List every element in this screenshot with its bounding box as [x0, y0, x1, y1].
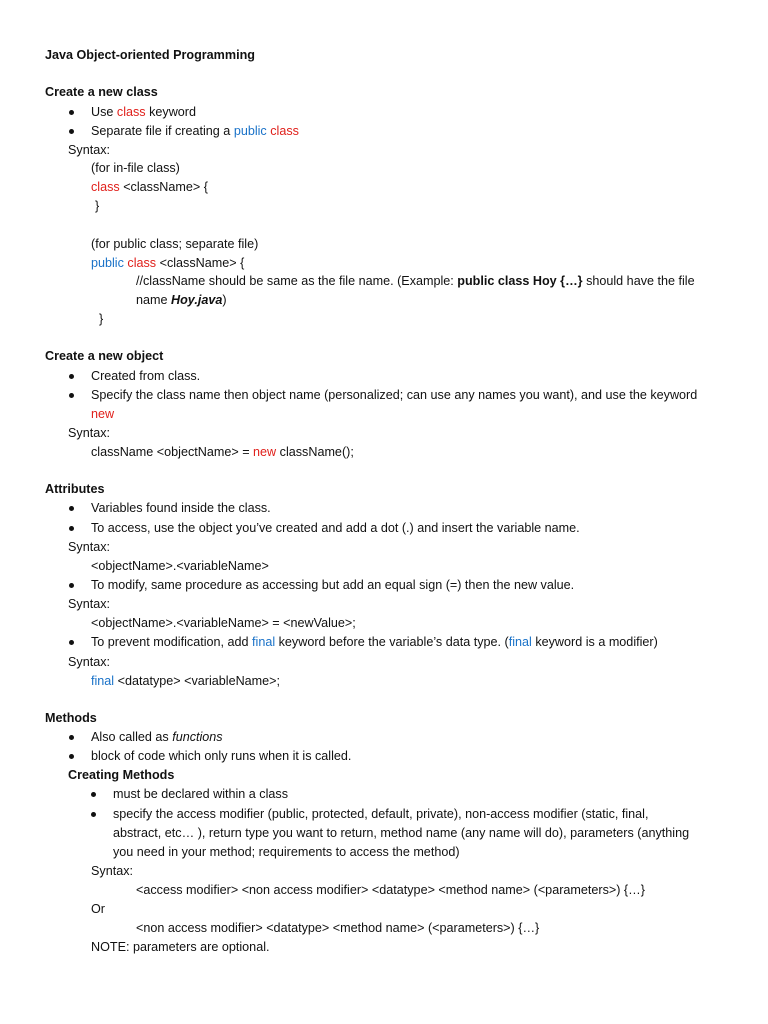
- section-heading-attributes: Attributes: [45, 482, 105, 496]
- or-label: Or: [91, 902, 105, 916]
- syntax-label: Syntax:: [68, 426, 110, 440]
- code-closing-brace: }: [99, 312, 104, 326]
- syntax-label: Syntax:: [68, 597, 110, 611]
- code-public-class: public class <className> {: [91, 256, 245, 270]
- syntax-label: Syntax:: [68, 655, 110, 669]
- bullet-dot: [69, 393, 74, 398]
- code-comment-line2: name Hoy.java): [136, 293, 227, 307]
- public-class-note: (for public class; separate file): [91, 237, 259, 251]
- code-infile-class: class <className> {: [91, 180, 208, 194]
- syntax-label: Syntax:: [68, 540, 110, 554]
- bullet-dot: [69, 754, 74, 759]
- bullet-use-class-keyword: Use class keyword: [91, 105, 197, 119]
- bullet-block-of-code: block of code which only runs when it is called.: [91, 749, 352, 763]
- bullet-dot: [69, 640, 74, 645]
- code-method-signature-full: <access modifier> <non access modifier> <datatype> <method name> (<parameters>) {…}: [136, 883, 645, 897]
- code-closing-brace: }: [95, 199, 100, 213]
- bullet-prevent-modification: To prevent modification, add final keyword before the variable’s data type. (final keyword is a modifier): [91, 635, 658, 649]
- page-title: Java Object-oriented Programming: [45, 48, 255, 62]
- section-heading-methods: Methods: [45, 711, 97, 725]
- bullet-variables-inside: Variables found inside the class.: [91, 501, 271, 515]
- bullet-specify-modifiers-line1: specify the access modifier (public, protected, default, private), non-access modifier (static, final,: [113, 807, 649, 821]
- bullet-created-from-class: Created from class.: [91, 369, 201, 383]
- bullet-specify-modifiers-line3: you need in your method; requirements to access the method): [113, 845, 460, 859]
- bullet-dot: [69, 506, 74, 511]
- code-access-variable: <objectName>.<variableName>: [91, 559, 269, 573]
- keyword-new: new: [91, 407, 115, 421]
- bullet-also-called-functions: Also called as functions: [91, 730, 223, 744]
- section-heading-create-class: Create a new class: [45, 85, 158, 99]
- infile-class-note: (for in-file class): [91, 161, 180, 175]
- syntax-label: Syntax:: [91, 864, 133, 878]
- bullet-dot: [91, 792, 96, 797]
- section-heading-create-object: Create a new object: [45, 349, 164, 363]
- bullet-to-access: To access, use the object you’ve created and add a dot (.) and insert the variable name.: [91, 521, 580, 535]
- bullet-dot: [69, 110, 74, 115]
- code-new-object: className <objectName> = new className();: [91, 445, 354, 459]
- bullet-specify-modifiers-line2: abstract, etc… ), return type you want to return, method name (any name will do), parameters (anything: [113, 826, 690, 840]
- code-modify-variable: <objectName>.<variableName> = <newValue>;: [91, 616, 356, 630]
- code-final-variable: final <datatype> <variableName>;: [91, 674, 281, 688]
- bullet-dot: [69, 129, 74, 134]
- code-comment-line1: //className should be same as the file name. (Example: public class Hoy {…} should have the file: [136, 274, 695, 288]
- bullet-dot: [69, 735, 74, 740]
- bullet-dot: [69, 374, 74, 379]
- bullet-declared-within-class: must be declared within a class: [113, 787, 288, 801]
- subheading-creating-methods: Creating Methods: [68, 768, 175, 782]
- bullet-separate-file: Separate file if creating a public class: [91, 124, 299, 138]
- bullet-to-modify: To modify, same procedure as accessing but add an equal sign (=) then the new value.: [91, 578, 575, 592]
- bullet-dot: [69, 583, 74, 588]
- bullet-dot: [69, 526, 74, 531]
- note-parameters-optional: NOTE: parameters are optional.: [91, 940, 270, 954]
- bullet-dot: [91, 812, 96, 817]
- syntax-label: Syntax:: [68, 143, 110, 157]
- bullet-specify-class-name: Specify the class name then object name (personalized; can use any names you want), and use the keyword: [91, 388, 698, 402]
- code-method-signature-short: <non access modifier> <datatype> <method name> (<parameters>) {…}: [136, 921, 540, 935]
